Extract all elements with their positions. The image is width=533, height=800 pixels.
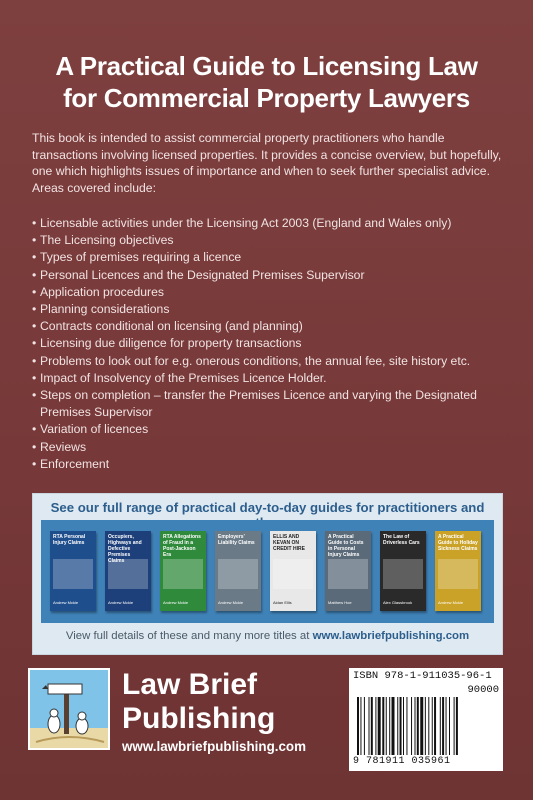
barcode-digits: 9 781911 035961: [353, 756, 451, 767]
barcode-bar: [369, 697, 370, 755]
list-item: • Licensable activities under the Licensing Act 2003 (England and Wales only): [32, 215, 502, 232]
book-cover-author: Andrew Mckie: [438, 600, 464, 605]
book-cover-image: [163, 559, 203, 589]
book-cover-image: [218, 559, 258, 589]
barcode-bar: [440, 697, 441, 755]
barcode-bar: [442, 697, 444, 755]
list-item: • Application procedures: [32, 284, 502, 301]
list-item: • Licensing due diligence for property transactions: [32, 335, 502, 352]
book-cover: [50, 531, 96, 611]
barcode-bar: [420, 697, 423, 755]
barcode-bar: [415, 697, 416, 755]
barcode-bar: [456, 697, 458, 755]
list-item: • Enforcement: [32, 456, 502, 473]
book-cover: [380, 531, 426, 611]
barcode-bar: [449, 697, 450, 755]
barcode-bar: [432, 697, 433, 755]
barcode-bar: [397, 697, 398, 755]
price-code: 90000: [467, 684, 499, 696]
publisher-name: [122, 668, 275, 736]
book-cover-author: Andrew Mckie: [218, 600, 244, 605]
publisher-url[interactable]: www.lawbriefpublishing.com: [122, 739, 307, 754]
book-cover-image: [438, 559, 478, 589]
book-cover-title: A Practical Guide to Holiday Sickness Claims: [438, 534, 478, 552]
barcode-bar: [406, 697, 407, 755]
book-cover-author: Andrew Mckie: [108, 600, 134, 605]
list-item: • Types of premises requiring a licence: [32, 249, 502, 266]
book-cover-image: [273, 559, 313, 589]
barcode-bar: [357, 697, 359, 755]
barcode-bar: [403, 697, 404, 755]
barcode-bar: [371, 697, 373, 755]
list-item: • Contracts conditional on licensing (and planning): [32, 318, 502, 335]
book-cover-image: [108, 559, 148, 589]
list-item: • Reviews: [32, 439, 502, 456]
promo-heading: See our full range of practical day-to-day guides for practitioners and: [50, 500, 485, 515]
barcode-bar: [446, 697, 447, 755]
book-cover-title: ELLIS AND KEVAN ON CREDIT HIRE: [273, 534, 305, 552]
website-link[interactable]: www.lawbriefpublishing.com: [312, 630, 470, 642]
barcode-bar: [375, 697, 376, 755]
book-cover-author: Alex Glassbrook: [383, 600, 413, 605]
list-item: • Planning considerations: [32, 301, 502, 318]
promo-panel: [32, 493, 503, 655]
book-row: [47, 524, 488, 619]
list-item: • The Licensing objectives: [32, 232, 502, 249]
publisher-name-line2: Publishing: [122, 702, 276, 735]
barcode-bar: [417, 697, 419, 755]
book-cover-title: Employers' Liability Claims: [218, 534, 255, 546]
book-cover-author: Andrew Mckie: [163, 600, 189, 605]
book-cover-title: Occupiers, Highways and Defective Premises Claims: [108, 534, 142, 564]
barcode-bar: [378, 697, 381, 755]
book-showcase: [41, 520, 494, 623]
book-cover: [105, 531, 151, 611]
book-cover-image: [53, 559, 93, 589]
book-title-line1: A Practical Guide to Licensing Law: [55, 51, 478, 81]
isbn-barcode: [349, 668, 503, 771]
book-cover-image: [328, 559, 368, 589]
barcode-bar: [428, 697, 429, 755]
book-cover-image: [383, 559, 423, 589]
intro-paragraph: This book is intended to assist commercial property practitioners who handle transactions involving licensed properties. It provides a concise overview, but hopefully, one which highlights issues of importance and when to seek further specialist advice. Areas covered include:: [32, 131, 502, 195]
barcode-bar: [364, 697, 365, 755]
book-title: [0, 50, 533, 114]
promo-footer-text: View full details of these and many more titles at: [65, 630, 313, 642]
book-cover-author: Matthew Hoe: [328, 600, 352, 605]
barcode-bar: [360, 697, 361, 755]
book-cover: [215, 531, 261, 611]
book-title-line2: for Commercial Property Lawyers: [63, 83, 470, 113]
list-item: • Impact of Insolvency of the Premises Licence Holder.: [32, 370, 502, 387]
list-item: • Problems to look out for e.g. onerous conditions, the annual fee, site history etc.: [32, 353, 502, 370]
topics-list: [32, 215, 502, 473]
book-cover-author: Andrew Mckie: [53, 600, 79, 605]
barcode-bar: [382, 697, 384, 755]
barcode-bars: [355, 697, 499, 755]
book-cover: [270, 531, 316, 611]
book-cover: [325, 531, 371, 611]
barcode-bar: [454, 697, 455, 755]
book-cover: [435, 531, 481, 611]
barcode-bar: [400, 697, 402, 755]
book-cover-title: RTA Allegations of Fraud in a Post-Jackson Era: [163, 534, 201, 558]
book-cover: [160, 531, 206, 611]
barcode-bar: [411, 697, 412, 755]
barcode-bar: [392, 697, 395, 755]
book-cover-title: The Law of Driverless Cars: [383, 534, 420, 546]
barcode-bar: [425, 697, 426, 755]
barcode-bar: [386, 697, 387, 755]
book-cover-title: RTA Personal Injury Claims: [53, 534, 86, 546]
publisher-name-line1: Law Brief: [122, 668, 258, 701]
barcode-bar: [434, 697, 436, 755]
list-item: • Personal Licences and the Designated Premises Supervisor: [32, 267, 502, 284]
book-cover-title: A Practical Guide to Costs in Personal Injury Claims: [328, 534, 364, 558]
list-item: • Steps on completion – transfer the Premises Licence and varying the Designated Premises Supervisor: [32, 387, 502, 421]
promo-footer: [33, 630, 502, 642]
isbn-text: ISBN 978-1-911035-96-1: [353, 670, 492, 682]
publisher-logo: [28, 668, 110, 750]
barcode-bar: [389, 697, 390, 755]
book-cover-author: Aidan Ellis: [273, 600, 292, 605]
list-item: • Variation of licences: [32, 421, 502, 438]
